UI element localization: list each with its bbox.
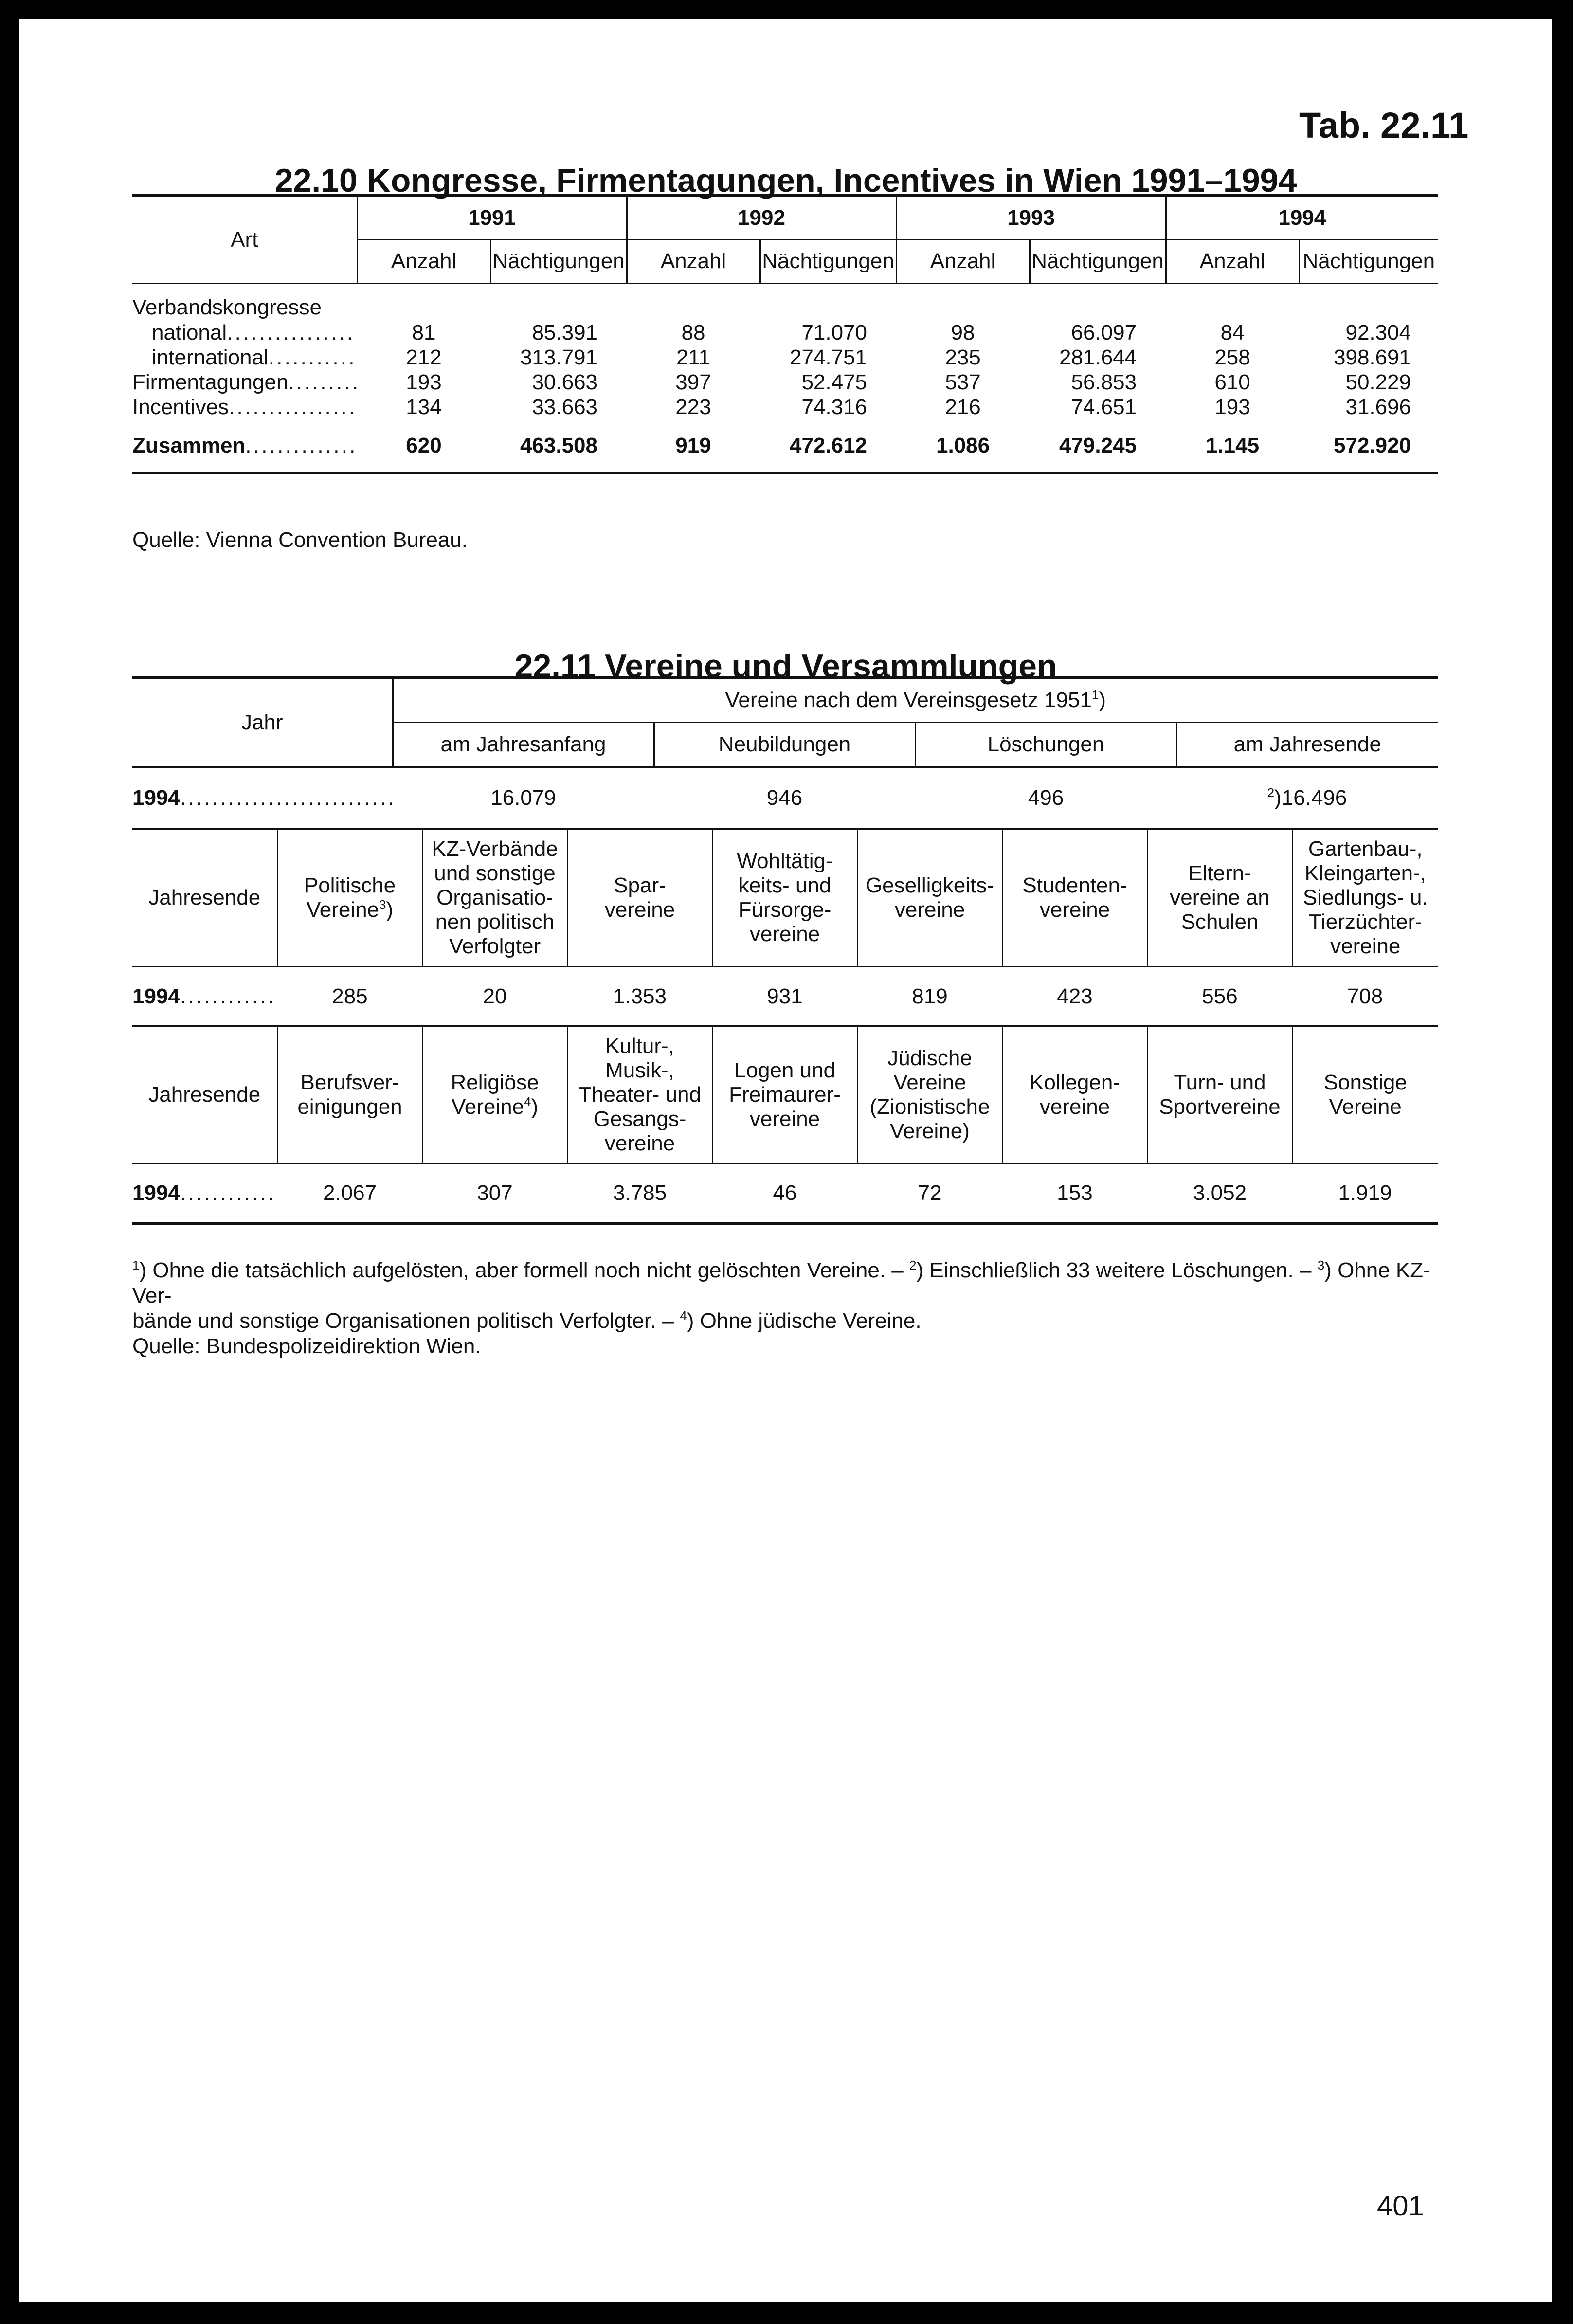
- table1-title: 22.10 Kongresse, Firmentagungen, Incentives in Wien 1991–1994: [274, 162, 1297, 199]
- col-header: Kultur-, Musik-, Theater- und Gesangs- vereine: [567, 1026, 712, 1164]
- row-label: international: [152, 345, 269, 369]
- sub-header-naechtigungen: Nächtigungen: [760, 239, 896, 283]
- sub-header-anzahl: Anzahl: [896, 239, 1030, 283]
- cell: 33.663: [532, 395, 598, 419]
- year-header: 1992: [627, 196, 896, 239]
- cell: 98: [951, 320, 975, 345]
- cell: 193: [1214, 395, 1250, 419]
- col-header: Gartenbau-, Kleingarten-, Siedlungs- u. Tierzüchter- vereine: [1292, 829, 1438, 967]
- cell: 134: [406, 395, 442, 419]
- col-header: Kollegen- vereine: [1002, 1026, 1147, 1164]
- cell: 235: [945, 345, 981, 369]
- sub-header-anzahl: Anzahl: [357, 239, 490, 283]
- cell: 216: [945, 395, 981, 419]
- col-header: Studenten- vereine: [1002, 829, 1147, 967]
- cell: 74.651: [1071, 395, 1137, 419]
- col-header: KZ-Verbände und sonstige Organisatio- nen politisch Verfolgter: [422, 829, 567, 967]
- table2-header: [132, 676, 1438, 829]
- total-label: Zusammen: [132, 433, 246, 457]
- table-row: [132, 967, 1438, 1026]
- corner-header: Jahresende: [132, 1026, 277, 1164]
- cell: 919: [627, 419, 760, 473]
- cell: 397: [675, 370, 711, 394]
- sub-header: am Jahresende: [1176, 722, 1438, 767]
- cell: 307: [422, 1164, 567, 1223]
- cell: 20: [483, 984, 507, 1009]
- table1: [132, 194, 1438, 474]
- cell: $^2$)16.496: [1267, 785, 1347, 810]
- cell: 50.229: [1345, 370, 1411, 394]
- cell: 946: [766, 786, 803, 810]
- sub-header-naechtigungen: Nächtigungen: [1299, 239, 1438, 283]
- col-header: Geselligkeits- vereine: [857, 829, 1002, 967]
- cell: 556: [1202, 984, 1238, 1009]
- table2-source: Quelle: Bundespolizeidirektion Wien.: [132, 1334, 481, 1358]
- col-header-art: Art: [132, 196, 357, 283]
- cell: 463.508: [490, 419, 627, 473]
- cell: 52.475: [801, 370, 868, 394]
- cell: 72: [857, 1164, 1002, 1223]
- sub-header: Neubildungen: [654, 722, 915, 767]
- cell: 31.696: [1345, 395, 1411, 419]
- sub-header: am Jahresanfang: [393, 722, 654, 767]
- cell: 212: [406, 345, 442, 369]
- col-header-jahr: Jahr: [132, 677, 393, 767]
- row-year: 1994: [132, 1180, 180, 1205]
- table-row: [132, 1164, 1438, 1223]
- col-header: Religiöse Vereine$^4$): [422, 1026, 567, 1164]
- sub-header-naechtigungen: Nächtigungen: [490, 239, 627, 283]
- cell: 84: [1220, 320, 1245, 345]
- cell: 496: [1028, 786, 1064, 810]
- cell: 708: [1347, 984, 1383, 1009]
- group-header: Vereine nach dem Vereinsgesetz 1951$^1$): [393, 677, 1438, 722]
- table-row: [132, 320, 1438, 345]
- row-label: Firmentagungen: [132, 370, 289, 394]
- table-row: [132, 295, 1438, 320]
- cell: 1.145: [1166, 419, 1299, 473]
- cell: 3.785: [567, 1164, 712, 1223]
- table2-title: 22.11 Vereine und Versammlungen: [514, 648, 1057, 685]
- cell: 2.067: [277, 1164, 422, 1223]
- cell: 193: [406, 370, 442, 394]
- col-header: Eltern- vereine an Schulen: [1147, 829, 1292, 967]
- table-row: [132, 345, 1438, 370]
- cell: 71.070: [801, 320, 868, 345]
- tab-label: Tab. 22.11: [1299, 105, 1469, 145]
- col-header: Wohltätig- keits- und Fürsorge- vereine: [712, 829, 857, 967]
- cell: 66.097: [1071, 320, 1137, 345]
- cell: 472.612: [760, 419, 896, 473]
- year-header: 1991: [357, 196, 627, 239]
- table-row: [132, 370, 1438, 395]
- cell: 88: [681, 320, 705, 345]
- sub-header-anzahl: Anzahl: [1166, 239, 1299, 283]
- cell: 81: [412, 320, 436, 345]
- year-header: 1993: [896, 196, 1166, 239]
- table-row: [132, 395, 1438, 419]
- col-header: Turn- und Sportvereine: [1147, 1026, 1292, 1164]
- row-year: 1994: [132, 984, 180, 1009]
- group-label: Verbandskongresse: [132, 295, 322, 319]
- cell: 223: [675, 395, 711, 419]
- cell: 3.052: [1147, 1164, 1292, 1223]
- row-label: national: [152, 320, 227, 345]
- sub-header-naechtigungen: Nächtigungen: [1030, 239, 1166, 283]
- footnote-mark: 2: [1267, 785, 1275, 800]
- row-label: Incentives: [132, 395, 229, 419]
- cell: 274.751: [789, 345, 868, 369]
- cell: 16.079: [490, 786, 556, 810]
- cell: 153: [1002, 1164, 1147, 1223]
- cell: 620: [357, 419, 490, 473]
- cell: 85.391: [532, 320, 598, 345]
- col-header: Spar- vereine: [567, 829, 712, 967]
- cell: 819: [912, 984, 948, 1009]
- cell: 74.316: [801, 395, 868, 419]
- cell: 479.245: [1030, 419, 1166, 473]
- cell: 258: [1214, 345, 1250, 369]
- cell: 211: [676, 345, 711, 369]
- col-header: Jüdische Vereine (Zionistische Vereine): [857, 1026, 1002, 1164]
- cell: 572.920: [1299, 419, 1438, 473]
- row-year: 1994: [132, 786, 180, 810]
- page-number: 401: [1377, 2190, 1424, 2222]
- cell: 537: [945, 370, 981, 394]
- cell: 1.919: [1292, 1164, 1438, 1223]
- cell: 30.663: [532, 370, 598, 394]
- col-header: Politische Vereine$^3$): [277, 829, 422, 967]
- table2-block1: [132, 828, 1438, 1026]
- footnotes: $^1$) Ohne die tatsächlich aufgelösten, aber formell noch nicht gelöschten Vereine. – $^2$) Einschließlich 33 weitere Löschungen. – $^3$) Ohne KZ-Ver- bände und sonstige Organisationen politisch Verfolgter. – $^4$) Ohne jüdische Vereine. Quelle: Bundespolizeidirektion Wien.: [132, 1258, 1438, 1359]
- cell: 610: [1214, 370, 1250, 394]
- cell: 46: [712, 1164, 857, 1223]
- cell: 313.791: [520, 345, 598, 369]
- cell: 423: [1057, 984, 1093, 1009]
- cell: 281.644: [1059, 345, 1137, 369]
- cell: 931: [767, 984, 803, 1009]
- cell: 56.853: [1071, 370, 1137, 394]
- cell: 92.304: [1345, 320, 1411, 345]
- footnote-mark: 1: [1091, 687, 1099, 702]
- cell: 1.353: [613, 984, 667, 1009]
- sub-header-anzahl: Anzahl: [627, 239, 760, 283]
- page: [19, 19, 1552, 2302]
- table-row: [132, 767, 1438, 829]
- sub-header: Löschungen: [915, 722, 1176, 767]
- cell: 398.691: [1334, 345, 1411, 369]
- group-header-text: Vereine nach dem Vereinsgesetz 1951: [725, 688, 1092, 712]
- col-header: Logen und Freimaurer- vereine: [712, 1026, 857, 1164]
- cell: 285: [332, 984, 368, 1009]
- col-header: Sonstige Vereine: [1292, 1026, 1438, 1164]
- col-header: Berufsver- einigungen: [277, 1026, 422, 1164]
- table2-block2: [132, 1025, 1438, 1225]
- table1-source: Quelle: Vienna Convention Bureau.: [132, 528, 468, 552]
- year-header: 1994: [1166, 196, 1438, 239]
- cell: 1.086: [896, 419, 1030, 473]
- table-row-total: [132, 419, 1438, 473]
- corner-header: Jahresende: [132, 829, 277, 967]
